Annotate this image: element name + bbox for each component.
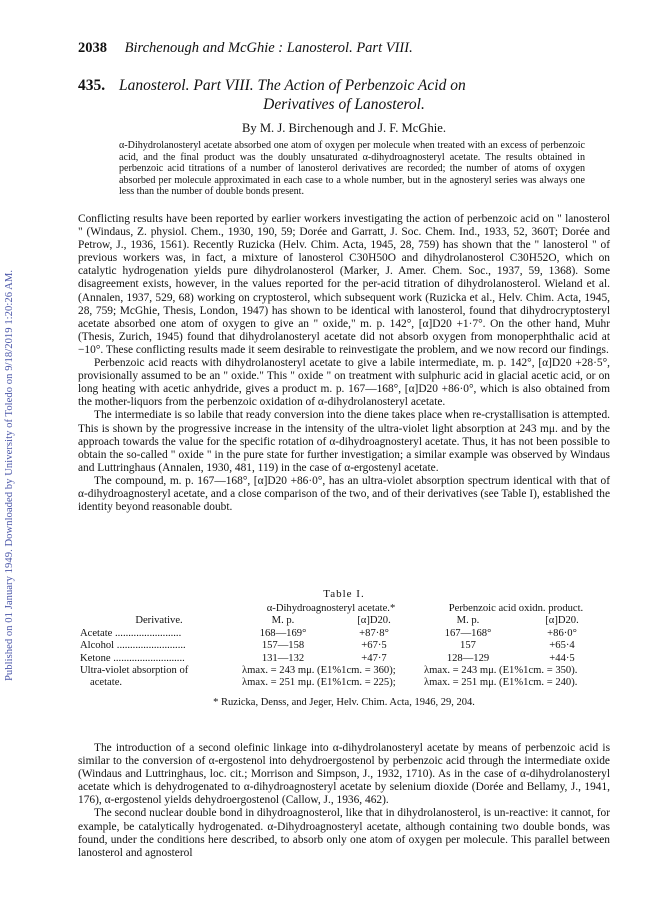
download-watermark-text: Published on 01 January 1949. Downloaded by University of Toledo on 9/18/2019 1:20:26 AM. bbox=[4, 269, 16, 681]
body-text bbox=[78, 213, 610, 514]
paragraph: The compound, m. p. 167—168°, [α]D20 +86·0°, has an ultra-violet absorption spectrum identical with that of α-dihydroagnosteryl acetate, and a close comparison of the two, and of their derivatives (see Table I), established the identity beyond reasonable doubt. bbox=[78, 474, 610, 514]
table-cell: 157 bbox=[460, 640, 476, 652]
table-cell: λmax. = 243 mμ. (E1%1cm. = 360); bbox=[242, 665, 396, 677]
body-text-continued bbox=[78, 742, 610, 860]
article-title bbox=[78, 76, 610, 114]
table-cell: λmax. = 251 mμ. (E1%1cm. = 240). bbox=[424, 677, 578, 689]
table-group-header-row bbox=[78, 603, 610, 615]
table-cell: +65·4 bbox=[549, 640, 575, 652]
running-head bbox=[78, 40, 610, 57]
table-cell: Ketone ........................... bbox=[80, 652, 185, 664]
table-column-header: M. p. bbox=[456, 615, 480, 627]
article-title-line-2: Derivatives of Lanosterol. bbox=[263, 96, 425, 113]
table-row bbox=[78, 677, 610, 689]
paragraph: Conflicting results have been reported by earlier workers investigating the action of perbenzoic acid on " lanosterol " (Windaus, Z. physiol. Chem., 1930, 190, 59; Dorée and Garratt, J. Soc. Chem. Ind., 1933, 52, 360T; Dorée and Petrow, J., 1936, 1561). Recently Ruzicka (Helv. Chim. Acta, 1945, 28, 759) has shown that the " lanosterol " of previous workers was, in fact, a mixture of lanosterol C30H50O and dihydrolanosterol C30H52O, which on catalytic hydrogenation yields pure dihydrolanosterol (Marker, J. Amer. Chem. Soc., 1937, 59, 1368). Some disagreement exists, however, in the values reported for the per-acid titration of dihydrolanosterol. Wieland et al. (Annalen, 1937, 529, 68) working on cryptosterol, which subsequent work (Ruzicka et al., Helv. Chim. Acta, 1945, 28, 759; McGhie, Thesis, London, 1947) has shown to be identical with lanosterol, found that dihydrocryptosteryl acetate absorbed one atom of oxygen to give an " oxide," m. p. 142°, [α]D20 +1·7°. On the other hand, Muhr (Thesis, Zurich, 1945) found that dihydrolanosteryl acetate did not absorb oxygen from monoperphthalic acid at −10°. These conflicting results made it seem desirable to reinvestigate the problem, and we now record our findings. bbox=[78, 213, 610, 356]
table-cell: 128—129 bbox=[446, 652, 490, 664]
table-cell: Ultra-violet absorption of bbox=[80, 665, 189, 677]
article-title-text-1: Lanosterol. Part VIII. The Action of Perbenzoic Acid on bbox=[119, 77, 466, 94]
table-cell: +86·0° bbox=[547, 627, 577, 639]
table-cell: 168—169° bbox=[259, 627, 307, 639]
paragraph: The introduction of a second olefinic linkage into α-dihydrolanosteryl acetate by means of perbenzoic acid is similar to the conversion of α-ergostenol into dehydroergostenol by perbenzoic acid through the intermediate oxide (Windaus and Luttringhaus, loc. cit.; Morrison and Simpson, J., 1932, 1710). As in the case of α-dihydrolanosteryl acetate which is dehydrogenated to α-dihydroagnosteryl acetate by selenium dioxide (Dorée and Bellamy, J., 1941, 176), α-ergostenol yields dehydroergostenol (Callow, J., 1936, 462). bbox=[78, 742, 610, 807]
table-column-header: [α]D20. bbox=[357, 615, 391, 627]
table-row bbox=[78, 665, 610, 677]
abstract: α-Dihydrolanosteryl acetate absorbed one atom of oxygen per molecule when treated with an excess of perbenzoic acid, and the final product was the doubly unsaturated α-dihydroagnosteryl acetate. The results obtained in perbenzoic acid titrations of a number of lanosterol derivatives are recorded; the number of atoms of oxygen absorbed per molecule approximated in each case to a whole number, but in the agnosteryl series was always one less than the number of double bonds present. bbox=[119, 140, 585, 198]
table-row bbox=[78, 653, 610, 665]
paragraph: The second nuclear double bond in dihydroagnosterol, like that in dihydrolanosterol, is un-reactive: it cannot, for example, be catalytically hydrogenated. α-Dihydroagnosteryl acetate, although containing two double bonds, was found, under the conditions here described, to absorb only one atom of oxygen per molecule. This parallel between lanosterol and agnosterol bbox=[78, 807, 610, 859]
byline: By M. J. Birchenough and J. F. McGhie. bbox=[242, 121, 446, 135]
table-cell: 157—158 bbox=[261, 640, 305, 652]
table-footnote: * Ruzicka, Denss, and Jeger, Helv. Chim. Acta, 1946, 29, 204. bbox=[213, 697, 475, 708]
table-cell: λmax. = 243 mμ. (E1%1cm. = 350). bbox=[424, 665, 578, 677]
table-cell: +47·7 bbox=[361, 652, 387, 664]
table-cell: 131—132 bbox=[261, 652, 305, 664]
table-group-header: α-Dihydroagnosteryl acetate.* bbox=[266, 603, 396, 614]
table-cell: Alcohol .......................... bbox=[80, 640, 186, 652]
table-title: Table I. bbox=[323, 588, 365, 600]
table-cell: Acetate ......................... bbox=[80, 627, 182, 639]
article-title-line-1 bbox=[78, 76, 610, 95]
table-cell: +67·5 bbox=[361, 640, 387, 652]
table-cell: +87·8° bbox=[359, 627, 389, 639]
download-watermark bbox=[3, 120, 17, 830]
paragraph: The intermediate is so labile that ready conversion into the diene takes place when re-crystallisation is attempted. This is shown by the progressive increase in the intensity of the ultra-violet light absorption at 243 mμ. and by the approach towards the value for the specific rotation of α-dihydroagnosteryl acetate. Thus, it has not been possible to obtain the so-called " oxide " in the pure state for further investigation; a similar example was observed by Windaus and Luttringhaus (Annalen, 1930, 481, 119) in the case of α-ergostenyl acetate. bbox=[78, 409, 610, 474]
table-column-header: Derivative. bbox=[135, 615, 183, 627]
table-cell: 167—168° bbox=[444, 627, 492, 639]
article-number: 435. bbox=[78, 77, 106, 94]
table-row bbox=[78, 640, 610, 652]
table-cell: λmax. = 251 mμ. (E1%1cm. = 225); bbox=[242, 677, 396, 689]
table-cell: +44·5 bbox=[549, 652, 575, 664]
page-number: 2038 bbox=[78, 40, 107, 56]
table-column-header: [α]D20. bbox=[545, 615, 579, 627]
paragraph: Perbenzoic acid reacts with dihydrolanosteryl acetate to give a labile intermediate, m. p. 142°, [α]D20 +28·5°, provisionally assumed to be an " oxide." This " oxide " on treatment with sulphuric acid in glacial acetic acid, or on long heating with acetic anhydride, gives a product m. p. 167—168°, [α]D20 +86·0°, which is also obtained from the mother-liquors from the perbenzoic oxidation of α-dihydrolanosteryl acetate. bbox=[78, 357, 610, 409]
table-header-row bbox=[78, 615, 610, 627]
table-row bbox=[78, 628, 610, 640]
table-group-header: Perbenzoic acid oxidn. product. bbox=[448, 603, 584, 614]
table-column-header: M. p. bbox=[271, 615, 295, 627]
table-empty-cell bbox=[78, 603, 240, 615]
table-cell: acetate. bbox=[90, 677, 123, 689]
data-table bbox=[78, 603, 610, 690]
running-title: Birchenough and McGhie : Lanosterol. Part VIII. bbox=[124, 40, 413, 56]
